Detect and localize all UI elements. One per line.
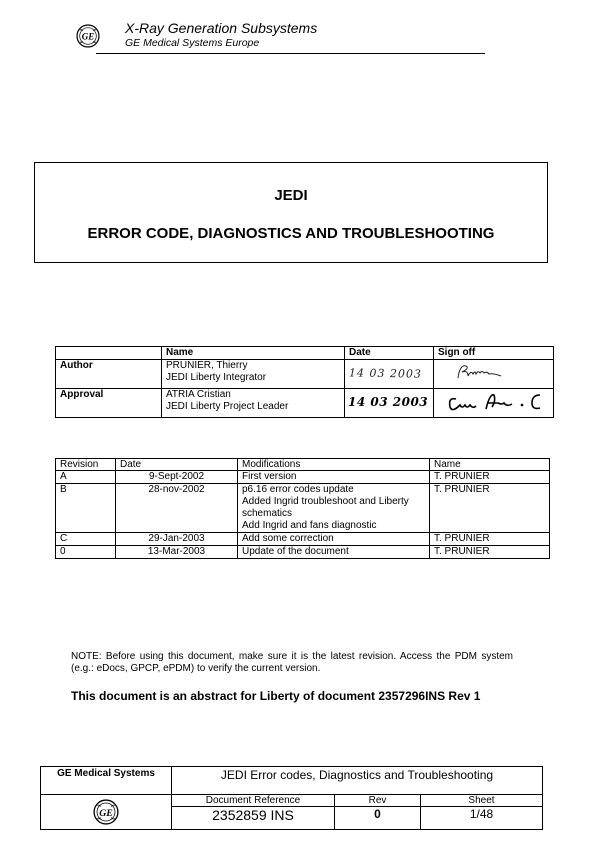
revision-mods [238,471,430,484]
approval-header-row [56,347,554,360]
approval-table [55,346,554,418]
svg-text:14 03 2003: 14 03 2003 [348,395,429,409]
revision-header-name: Name [430,459,550,471]
ge-logo-icon [93,799,119,825]
revision-author: T. PRUNIER [430,484,550,533]
revision-header-row [56,459,550,471]
revision-mod-line: p6.16 error codes update [242,484,354,495]
footer-sheet-label: Sheet [421,795,543,807]
approval-title: JEDI Liberty Project Leader [166,401,289,412]
revision-id: C [56,533,116,546]
revision-table [55,458,550,559]
header-title: X-Ray Generation Subsystems [125,20,318,36]
approval-signature-cell [434,360,554,389]
signature-image [434,389,552,413]
approval-name: PRUNIER, Thierry [166,360,248,371]
approval-name-cell [162,389,345,418]
footer-sheet-value: 1/48 [421,807,543,830]
footer-logo-cell [41,795,172,830]
revision-date: 29-Jan-2003 [116,533,238,546]
approval-date-cell [345,360,434,389]
approval-role: Approval [56,389,162,418]
approval-header-signoff: Sign off [434,347,554,360]
revision-row [56,484,550,533]
revision-author: T. PRUNIER [430,546,550,559]
handwritten-date-image [345,360,433,384]
ge-logo-icon [76,24,100,48]
footer-ref-label: Document Reference [172,795,335,807]
revision-header-date: Date [116,459,238,471]
handwritten-date-image [345,389,433,413]
revision-header-rev: Revision [56,459,116,471]
document-title-box [34,162,548,263]
revision-author: T. PRUNIER [430,471,550,484]
approval-row-approval [56,389,554,418]
revision-note: NOTE: Before using this document, make sure it is the latest revision. Access the PDM system (e.g.: eDocs, GPCP, ePDM) to verify the current version. [71,651,513,674]
revision-row [56,546,550,559]
revision-mod-line: Update of the document [242,546,349,557]
svg-text:GE: GE [81,31,95,42]
revision-mod-line: First version [242,471,297,482]
approval-header-name: Name [162,347,345,360]
revision-date: 13-Mar-2003 [116,546,238,559]
revision-header-mods: Modifications [238,459,430,471]
header-divider [96,53,485,54]
revision-id: B [56,484,116,533]
approval-row-author [56,360,554,389]
approval-role: Author [56,360,162,389]
document-title: JEDI [274,187,308,204]
footer-row-labels [41,795,543,807]
revision-row [56,471,550,484]
footer-rev-value: 0 [335,807,421,830]
svg-text:14 03 2003: 14 03 2003 [348,366,423,381]
revision-date: 28-nov-2002 [116,484,238,533]
revision-id: 0 [56,546,116,559]
abstract-statement: This document is an abstract for Liberty of document 2357296INS Rev 1 [71,689,481,703]
approval-header-role [56,347,162,360]
header-subtitle: GE Medical Systems Europe [125,37,260,49]
revision-mods [238,533,430,546]
footer-doc-title: JEDI Error codes, Diagnostics and Troubleshooting [172,767,543,795]
revision-mod-line: Added Ingrid troubleshoot and Liberty schematics [242,496,409,519]
signature-image [434,360,552,384]
revision-mods [238,546,430,559]
approval-date-cell [345,389,434,418]
footer-rev-label: Rev [335,795,421,807]
revision-mod-line: Add Ingrid and fans diagnostic [242,520,377,531]
approval-header-date: Date [345,347,434,360]
footer-ref-value: 2352859 INS [172,807,335,830]
approval-name-cell [162,360,345,389]
approval-name: ATRIA Cristian [166,389,231,400]
revision-mod-line: Add some correction [242,533,334,544]
document-subtitle: ERROR CODE, DIAGNOSTICS AND TROUBLESHOOTING [87,225,495,242]
revision-row [56,533,550,546]
svg-text:GE: GE [99,807,113,819]
approval-signature-cell [434,389,554,418]
footer-title-block [40,766,543,830]
revision-date: 9-Sept-2002 [116,471,238,484]
revision-mods [238,484,430,533]
footer-row-top [41,767,543,795]
footer-company: GE Medical Systems [41,767,172,795]
revision-author: T. PRUNIER [430,533,550,546]
approval-title: JEDI Liberty Integrator [166,372,267,383]
revision-id: A [56,471,116,484]
